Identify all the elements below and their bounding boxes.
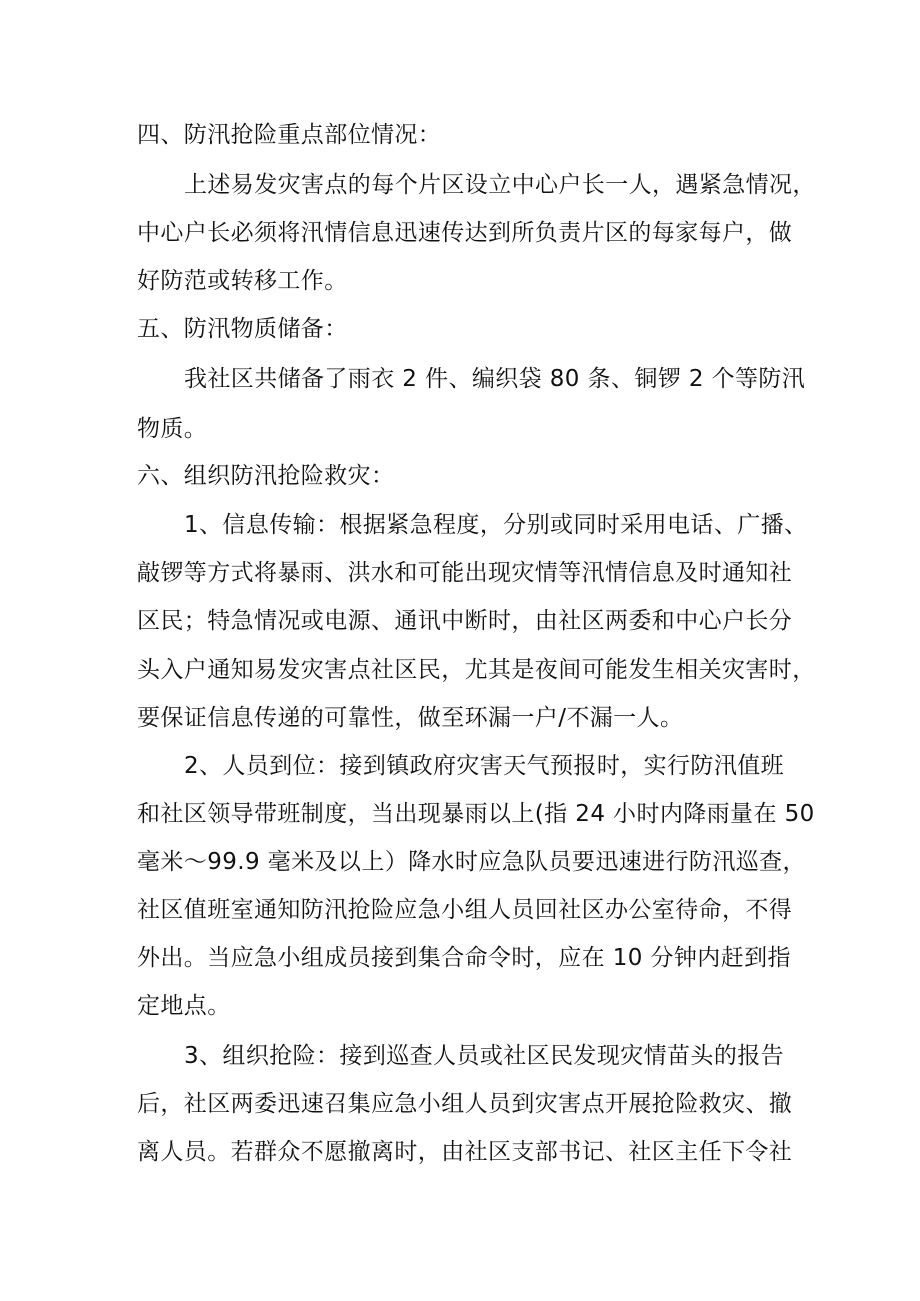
paragraph-line: 定地点。 [137,993,231,1019]
paragraph-line: 中心户长必须将汛情信息迅速传达到所负责片区的每家每户，做 [137,220,793,246]
paragraph-line: 我社区共储备了雨衣 2 件、编织袋 80 条、铜锣 2 个等防汛 [184,366,806,392]
paragraph-line: 外出。当应急小组成员接到集合命令时，应在 10 分钟内赶到指 [137,945,791,971]
paragraph-line: 后，社区两委迅速召集应急小组人员到灾害点开展抢险救灾、撤 [137,1091,793,1117]
paragraph-line: 区民；特急情况或电源、通讯中断时，由社区两委和中心户长分 [137,608,793,634]
section-heading-4: 四、防汛抢险重点部位情况： [137,122,442,148]
paragraph-line: 敲锣等方式将暴雨、洪水和可能出现灾情等汛情信息及时通知社 [137,560,793,586]
paragraph-line: 和社区领导带班制度，当出现暴雨以上(指 24 小时内降雨量在 50 [137,801,815,827]
paragraph-line: 离人员。若群众不愿撤离时，由社区支部书记、社区主任下令社 [137,1139,793,1165]
section-heading-5: 五、防汛物质储备： [137,316,348,342]
paragraph-line: 1、信息传输：根据紧急程度，分别或同时采用电话、广播、 [184,512,808,538]
paragraph-line: 物质。 [137,416,208,442]
paragraph-line: 社区值班室通知防汛抢险应急小组人员回社区办公室待命，不得 [137,897,793,923]
paragraph-line: 2、人员到位：接到镇政府灾害天气预报时，实行防汛值班 [184,753,785,779]
paragraph-line: 3、组织抢险：接到巡查人员或社区民发现灾情苗头的报告 [184,1043,785,1069]
paragraph-line: 上述易发灾害点的每个片区设立中心户长一人，遇紧急情况， [184,172,816,198]
paragraph-line: 头入户通知易发灾害点社区民，尤其是夜间可能发生相关灾害时， [137,657,816,683]
paragraph-line: 毫米〜99.9 毫米及以上）降水时应急队员要迅速进行防汛巡查， [137,849,806,875]
paragraph-line: 要保证信息传递的可靠性，做至环漏一户/不漏一人。 [137,705,684,731]
section-heading-6: 六、组织防汛抢险救灾： [137,463,395,489]
paragraph-line: 好防范或转移工作。 [137,268,348,294]
